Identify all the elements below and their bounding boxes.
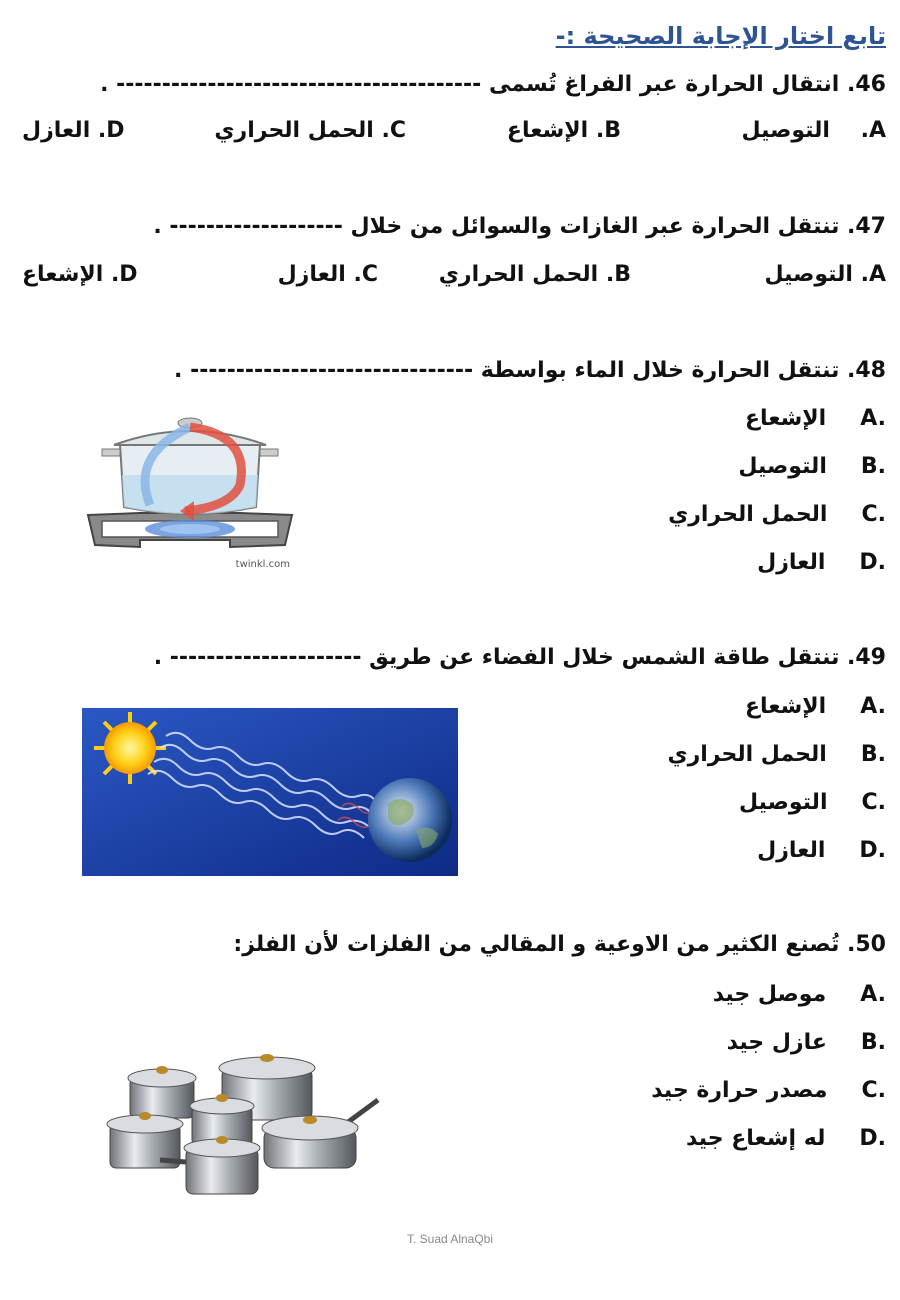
option-label: الإشعاع — [744, 694, 827, 719]
option-label: الحمل الحراري — [667, 742, 827, 767]
option-label: الحمل الحراري — [438, 262, 599, 287]
sun-icon — [94, 712, 166, 784]
option-label: موصل جيد — [712, 982, 827, 1007]
q47-option-b[interactable] — [439, 262, 631, 287]
option-label: الحمل الحراري — [214, 118, 374, 143]
option-letter: C. — [353, 262, 378, 287]
page-footer: T. Suad AlnaQbi — [406, 1232, 494, 1246]
option-letter: B. — [860, 454, 886, 479]
q48-option-d[interactable] — [757, 550, 886, 575]
section-heading: تابع اختار الإجابة الصحيحة :- — [555, 22, 886, 50]
earth-icon — [368, 778, 452, 862]
option-label: العازل — [277, 262, 346, 287]
option-label: العازل — [757, 838, 826, 863]
q46-option-d[interactable] — [22, 118, 125, 143]
option-label: التوصيل — [741, 118, 830, 143]
option-letter: B. — [605, 262, 631, 287]
sun-earth-radiation-image — [82, 708, 458, 876]
option-letter: C. — [861, 502, 886, 527]
question-46-options — [22, 118, 886, 152]
q46-option-b[interactable] — [507, 118, 621, 143]
option-letter: D. — [110, 262, 138, 287]
option-label: الإشعاع — [744, 406, 827, 431]
option-label: التوصيل — [764, 262, 853, 287]
question-49: 49. تنتقل طاقة الشمس خلال الفضاء عن طريق --------------------- . — [153, 645, 886, 670]
option-label: العازل — [757, 550, 826, 575]
option-letter: A. — [860, 982, 886, 1007]
option-label: عازل جيد — [726, 1030, 827, 1055]
option-label: له إشعاع جيد — [686, 1126, 826, 1151]
option-letter: D. — [859, 550, 886, 575]
option-letter: A. — [860, 406, 886, 431]
option-label: التوصيل — [739, 790, 828, 815]
option-letter: A. — [860, 262, 886, 287]
question-47: 47. تنتقل الحرارة عبر الغازات والسوائل من خلال ------------------- . — [153, 214, 886, 239]
pot-convection-image — [80, 395, 300, 580]
q48-option-a[interactable] — [745, 406, 886, 431]
cookware-image — [100, 1048, 380, 1200]
q49-option-a[interactable] — [745, 694, 886, 719]
option-label: الإشعاع — [22, 262, 104, 287]
q50-option-a[interactable] — [713, 982, 886, 1007]
option-letter: B. — [595, 118, 621, 143]
question-50: 50. تُصنع الكثير من الاوعية و المقالي من الفلزات لأن الفلز: — [233, 932, 886, 957]
q49-option-d[interactable] — [757, 838, 886, 863]
q50-option-d[interactable] — [686, 1126, 886, 1151]
q49-option-c[interactable] — [739, 790, 886, 815]
q48-option-b[interactable] — [738, 454, 886, 479]
image-watermark: twinkl.com — [235, 559, 290, 570]
q46-option-a[interactable] — [742, 118, 886, 143]
option-label: التوصيل — [738, 454, 827, 479]
option-letter: A. — [860, 694, 886, 719]
q47-option-d[interactable] — [22, 262, 138, 287]
option-letter: B. — [860, 1030, 886, 1055]
option-letter: D. — [859, 838, 886, 863]
option-letter: C. — [861, 790, 886, 815]
q49-option-b[interactable] — [667, 742, 886, 767]
option-label: الإشعاع — [506, 118, 589, 143]
question-46: 46. انتقال الحرارة عبر الفراغ تُسمى ---------------------------------------- . — [100, 72, 886, 97]
option-label: مصدر حرارة جيد — [651, 1078, 828, 1103]
option-letter: C. — [861, 1078, 886, 1103]
q47-option-a[interactable] — [764, 262, 886, 287]
q50-option-c[interactable] — [651, 1078, 886, 1103]
question-47-options — [22, 262, 886, 296]
q48-option-c[interactable] — [668, 502, 886, 527]
option-letter: D. — [97, 118, 125, 143]
option-label: العازل — [22, 118, 91, 143]
option-letter: B. — [860, 742, 886, 767]
q50-option-b[interactable] — [727, 1030, 886, 1055]
option-letter: C. — [381, 118, 406, 143]
question-48: 48. تنتقل الحرارة خلال الماء بواسطة ------------------------------- . — [174, 358, 886, 383]
q46-option-c[interactable] — [214, 118, 406, 143]
option-letter: A. — [860, 118, 886, 143]
option-letter: D. — [859, 1126, 886, 1151]
pot-icon — [128, 1066, 196, 1118]
q47-option-c[interactable] — [278, 262, 378, 287]
option-label: الحمل الحراري — [668, 502, 828, 527]
